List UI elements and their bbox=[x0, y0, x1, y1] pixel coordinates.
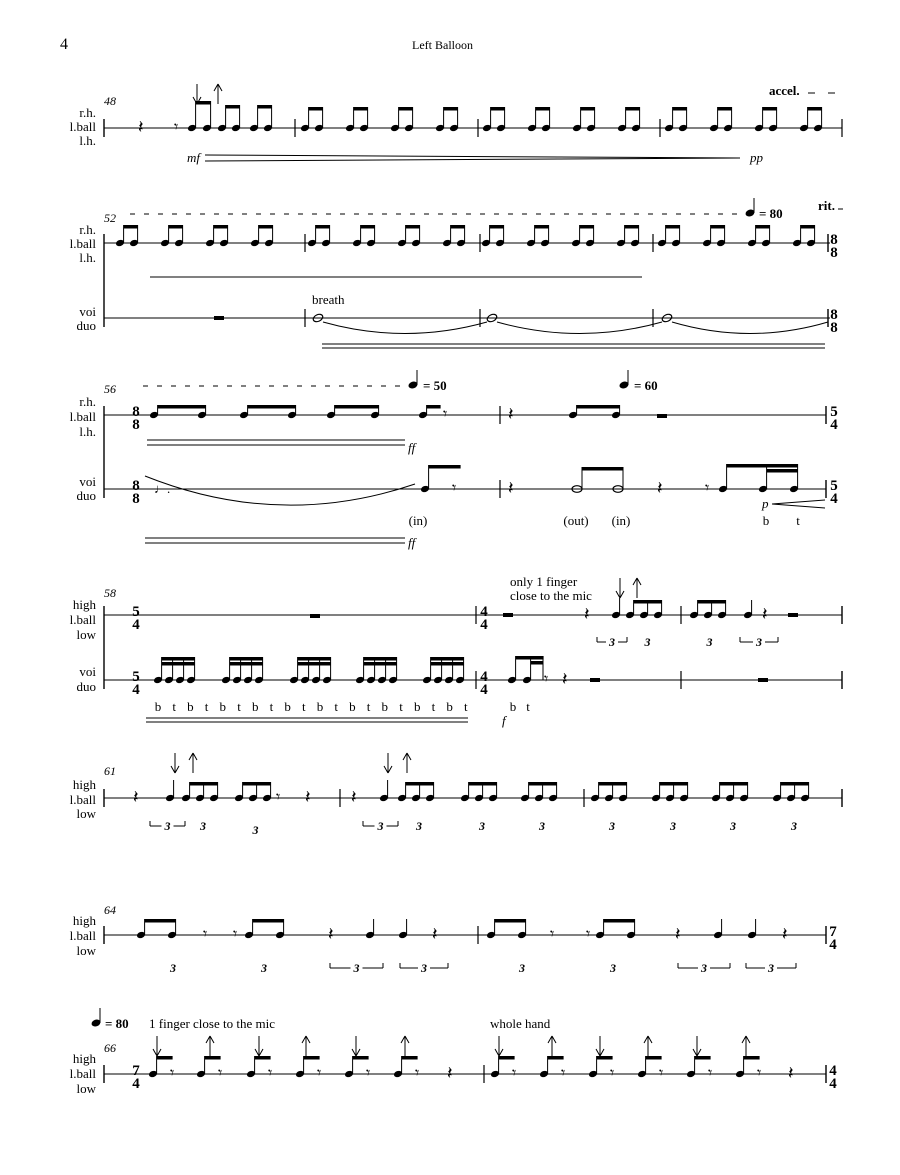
eighth-rest: 𝄾 bbox=[268, 1065, 273, 1082]
beam bbox=[490, 225, 504, 229]
tuplet-number: 3 bbox=[170, 961, 176, 975]
tuplet-number: 3 bbox=[377, 819, 384, 833]
whole-rest bbox=[214, 316, 224, 320]
quarter-rest: 𝄽 bbox=[133, 787, 139, 807]
tuplet-number: 3 bbox=[644, 635, 651, 649]
instrument-label: l.ball bbox=[69, 409, 96, 424]
beam bbox=[535, 225, 549, 229]
time-signature-top: 5 bbox=[830, 404, 838, 420]
eighth-rest: 𝄾 bbox=[757, 1065, 762, 1082]
hairpin bbox=[772, 504, 825, 508]
instrument-label: l.h. bbox=[79, 424, 96, 439]
arrow-head bbox=[255, 1049, 259, 1056]
arrow-head bbox=[499, 1049, 503, 1056]
dotted-half-spacer: ♩. bbox=[154, 481, 171, 496]
beam bbox=[767, 469, 798, 473]
measure-number: 58 bbox=[104, 586, 116, 600]
beam bbox=[781, 782, 809, 786]
tuplet-number: 3 bbox=[261, 961, 267, 975]
beam bbox=[626, 107, 640, 111]
whole-rest bbox=[758, 678, 768, 682]
time-signature-top: 4 bbox=[480, 669, 488, 685]
instrument-label: l.ball bbox=[69, 612, 96, 627]
beam bbox=[580, 225, 594, 229]
whole-rest bbox=[310, 614, 320, 618]
hairpin bbox=[205, 155, 740, 158]
eighth-rest: 𝄾 bbox=[705, 480, 710, 497]
time-signature-bottom: 8 bbox=[132, 491, 140, 507]
eighth-rest: 𝄾 bbox=[561, 1065, 566, 1082]
eighth-rest: 𝄾 bbox=[170, 1065, 175, 1082]
beam bbox=[309, 107, 323, 111]
performance-text: only 1 finger bbox=[510, 574, 578, 589]
beam bbox=[316, 225, 330, 229]
beam bbox=[431, 657, 464, 661]
eighth-rest: 𝄾 bbox=[174, 119, 179, 136]
beam bbox=[402, 1056, 418, 1060]
performance-text: whole hand bbox=[490, 1016, 551, 1031]
beam bbox=[354, 107, 368, 111]
syllable: b bbox=[187, 699, 194, 714]
beam bbox=[491, 107, 505, 111]
breath-text: (in) bbox=[611, 513, 631, 528]
quarter-rest: 𝄽 bbox=[351, 787, 357, 807]
arrow-head bbox=[648, 1036, 652, 1043]
eighth-rest: 𝄾 bbox=[544, 671, 549, 688]
arrow-head bbox=[697, 1049, 701, 1056]
beam bbox=[469, 782, 497, 786]
piece-title: Left Balloon bbox=[412, 38, 473, 52]
arrow-head bbox=[637, 578, 641, 585]
quarter-rest: 𝄽 bbox=[675, 924, 681, 944]
beam bbox=[158, 405, 206, 409]
arrow-head bbox=[405, 1036, 409, 1043]
instrument-label: high bbox=[72, 777, 96, 792]
quarter-rest: 𝄽 bbox=[328, 924, 334, 944]
tuplet-number: 3 bbox=[164, 819, 171, 833]
quarter-rest: 𝄽 bbox=[508, 404, 514, 424]
eighth-rest: 𝄾 bbox=[366, 1065, 371, 1082]
arrow-head bbox=[171, 766, 175, 773]
time-signature-bottom: 4 bbox=[480, 617, 488, 633]
tuplet-number: 3 bbox=[539, 819, 545, 833]
beam bbox=[529, 782, 557, 786]
quarter-rest: 𝄽 bbox=[788, 1063, 794, 1083]
syllable: t bbox=[301, 699, 306, 714]
beam bbox=[756, 225, 770, 229]
voice-label: voi bbox=[79, 304, 96, 319]
arrow-head bbox=[616, 591, 620, 598]
beam bbox=[255, 1056, 271, 1060]
syllable: b bbox=[381, 699, 389, 714]
quarter-rest: 𝄽 bbox=[508, 478, 514, 498]
instrument-label: high bbox=[72, 1051, 96, 1066]
beam bbox=[599, 782, 627, 786]
tuplet-number: 3 bbox=[768, 961, 774, 975]
syllable: t bbox=[204, 699, 209, 714]
dynamic: ff bbox=[408, 535, 416, 550]
beam bbox=[499, 1056, 515, 1060]
beam bbox=[548, 1056, 564, 1060]
instrument-label: l.ball bbox=[69, 928, 96, 943]
arrow-head bbox=[210, 1036, 214, 1043]
tempo-rit: rit. bbox=[818, 198, 835, 213]
instrument-label: low bbox=[76, 943, 96, 958]
tuplet-number: 3 bbox=[519, 961, 525, 975]
eighth-rest: 𝄾 bbox=[203, 926, 208, 943]
tuplet-number: 3 bbox=[609, 635, 615, 649]
arrow-head bbox=[693, 1049, 697, 1056]
beam bbox=[214, 225, 228, 229]
quarter-rest: 𝄽 bbox=[138, 117, 144, 137]
tie bbox=[145, 476, 415, 505]
beam bbox=[634, 600, 662, 604]
time-signature-bottom: 4 bbox=[829, 937, 837, 953]
quarter-rest: 𝄽 bbox=[782, 924, 788, 944]
beam bbox=[581, 107, 595, 111]
beam bbox=[243, 782, 271, 786]
performance-text: breath bbox=[312, 292, 345, 307]
instrument-label: high bbox=[72, 913, 96, 928]
eighth-rest: 𝄾 bbox=[452, 480, 457, 497]
syllable: b bbox=[349, 699, 356, 714]
tempo-mark: = 80 bbox=[759, 206, 783, 221]
tuplet-number: 3 bbox=[421, 961, 427, 975]
arrow-head bbox=[306, 1036, 310, 1043]
syllable: b bbox=[762, 513, 770, 528]
beam bbox=[577, 405, 620, 409]
arrow-head bbox=[600, 1049, 604, 1056]
arrow-head bbox=[552, 1036, 556, 1043]
time-signature-top: 7 bbox=[132, 1063, 140, 1079]
instrument-label: low bbox=[76, 806, 96, 821]
eighth-rest: 𝄾 bbox=[415, 1065, 420, 1082]
tuplet-number: 3 bbox=[200, 819, 206, 833]
beam bbox=[298, 657, 331, 661]
syllable: t bbox=[431, 699, 436, 714]
beam bbox=[248, 405, 296, 409]
tuplet-number: 3 bbox=[791, 819, 797, 833]
beam bbox=[744, 1056, 760, 1060]
beam bbox=[364, 657, 397, 661]
arrow-head bbox=[193, 753, 197, 760]
beam bbox=[711, 225, 725, 229]
tempo-mark: = 80 bbox=[105, 1016, 129, 1031]
eighth-rest: 𝄾 bbox=[317, 1065, 322, 1082]
instrument-label: l.ball bbox=[69, 1066, 96, 1081]
arrow-head bbox=[352, 1049, 356, 1056]
tempo-accel: accel. bbox=[769, 83, 800, 98]
syllable: t bbox=[399, 699, 403, 714]
eighth-rest: 𝄾 bbox=[512, 1065, 517, 1082]
instrument-label: low bbox=[76, 627, 96, 642]
voice-label: voi bbox=[79, 474, 96, 489]
syllable: t bbox=[334, 699, 339, 714]
beam bbox=[727, 464, 798, 468]
beam bbox=[162, 657, 195, 661]
quarter-rest: 𝄽 bbox=[305, 787, 311, 807]
voice-label: duo bbox=[76, 679, 96, 694]
beam bbox=[718, 107, 732, 111]
time-signature-top: 8 bbox=[132, 478, 140, 494]
quarter-rest: 𝄽 bbox=[562, 669, 568, 689]
arrow-head bbox=[401, 1036, 405, 1043]
measure-number: 52 bbox=[104, 211, 116, 225]
tuplet-number: 3 bbox=[416, 819, 422, 833]
beam bbox=[205, 1056, 221, 1060]
performance-text: close to the mic bbox=[510, 588, 592, 603]
beam bbox=[673, 107, 687, 111]
time-signature-top: 7 bbox=[829, 924, 837, 940]
instrument-label: l.h. bbox=[79, 133, 96, 148]
instrument-label: r.h. bbox=[79, 394, 96, 409]
beam bbox=[763, 107, 777, 111]
time-signature-top: 8 bbox=[830, 307, 838, 323]
tuplet-number: 3 bbox=[670, 819, 676, 833]
tuplet-number: 3 bbox=[756, 635, 762, 649]
quarter-rest: 𝄽 bbox=[762, 604, 768, 624]
instrument-label: r.h. bbox=[79, 222, 96, 237]
beam bbox=[399, 107, 413, 111]
time-signature-top: 8 bbox=[830, 232, 838, 248]
beam bbox=[361, 225, 375, 229]
beam bbox=[364, 662, 397, 666]
arrow-head bbox=[214, 84, 218, 91]
time-signature-bottom: 8 bbox=[830, 245, 838, 261]
beam bbox=[226, 105, 240, 109]
tie bbox=[323, 322, 487, 334]
quarter-rest: 𝄽 bbox=[432, 924, 438, 944]
quarter-rest: 𝄽 bbox=[584, 604, 590, 624]
syllable: b bbox=[284, 699, 291, 714]
time-signature-bottom: 4 bbox=[132, 682, 140, 698]
eighth-rest: 𝄾 bbox=[708, 1065, 713, 1082]
syllable: b bbox=[413, 699, 421, 714]
beam bbox=[406, 782, 434, 786]
time-signature-bottom: 4 bbox=[830, 417, 838, 433]
arrow-head bbox=[620, 591, 624, 598]
arrow-head bbox=[356, 1049, 360, 1056]
breath-text: (in) bbox=[408, 513, 428, 528]
eighth-rest: 𝄾 bbox=[218, 1065, 223, 1082]
syllable: t bbox=[796, 513, 800, 528]
time-signature-bottom: 8 bbox=[132, 417, 140, 433]
beam bbox=[190, 782, 218, 786]
tuplet-number: 3 bbox=[252, 823, 259, 837]
beam bbox=[444, 107, 458, 111]
measure-number: 56 bbox=[104, 382, 116, 396]
beam bbox=[353, 1056, 369, 1060]
quarter-rest: 𝄽 bbox=[657, 478, 663, 498]
beam bbox=[597, 1056, 613, 1060]
performance-text: 1 finger close to the mic bbox=[149, 1016, 275, 1031]
arrow-head bbox=[302, 1036, 306, 1043]
beam bbox=[698, 600, 726, 604]
syllable: b bbox=[154, 699, 162, 714]
whole-rest bbox=[657, 414, 667, 418]
time-signature-top: 5 bbox=[132, 604, 140, 620]
beam bbox=[298, 662, 331, 666]
dynamic: mf bbox=[187, 150, 200, 165]
arrow-head bbox=[644, 1036, 648, 1043]
syllable: b bbox=[446, 699, 453, 714]
instrument-label: l.ball bbox=[69, 119, 96, 134]
page-number: 4 bbox=[60, 36, 68, 53]
dynamic: ff bbox=[408, 440, 416, 455]
instrument-label: l.h. bbox=[79, 250, 96, 265]
syllable: b bbox=[316, 699, 324, 714]
breath-text: (out) bbox=[563, 513, 589, 528]
hairpin bbox=[205, 158, 740, 161]
tempo-mark: = 50 bbox=[423, 378, 447, 393]
time-signature-top: 4 bbox=[480, 604, 488, 620]
tuplet-number: 3 bbox=[353, 961, 360, 975]
arrow-head bbox=[384, 766, 388, 773]
syllable: b bbox=[509, 699, 517, 714]
eighth-rest: 𝄾 bbox=[276, 789, 281, 806]
instrument-label: l.ball bbox=[69, 792, 96, 807]
arrow-head bbox=[259, 1049, 263, 1056]
time-signature-bottom: 4 bbox=[829, 1076, 837, 1092]
arrow-head bbox=[742, 1036, 746, 1043]
beam bbox=[335, 405, 379, 409]
tuplet-number: 3 bbox=[730, 819, 736, 833]
beam bbox=[495, 919, 526, 923]
beam bbox=[427, 405, 441, 409]
beam bbox=[801, 225, 815, 229]
beam bbox=[162, 662, 195, 666]
beam bbox=[230, 657, 263, 661]
time-signature-top: 4 bbox=[829, 1063, 837, 1079]
voice-label: voi bbox=[79, 664, 96, 679]
beam bbox=[531, 661, 543, 665]
eighth-rest: 𝄾 bbox=[659, 1065, 664, 1082]
tuplet-number: 3 bbox=[609, 819, 615, 833]
beam bbox=[230, 662, 263, 666]
instrument-label: r.h. bbox=[79, 105, 96, 120]
voice-label: duo bbox=[76, 318, 96, 333]
arrow-head bbox=[403, 753, 407, 760]
beam bbox=[431, 662, 464, 666]
beam bbox=[157, 1056, 173, 1060]
beam bbox=[582, 467, 623, 471]
beam bbox=[720, 782, 748, 786]
arrow-head bbox=[157, 1049, 161, 1056]
eighth-rest: 𝄾 bbox=[233, 926, 238, 943]
tuplet-number: 3 bbox=[701, 961, 707, 975]
measure-number: 64 bbox=[104, 903, 116, 917]
beam bbox=[695, 1056, 711, 1060]
tuplet-number: 3 bbox=[706, 635, 713, 649]
instrument-label: l.ball bbox=[69, 236, 96, 251]
beam bbox=[660, 782, 688, 786]
arrow-head bbox=[495, 1049, 499, 1056]
measure-number: 48 bbox=[104, 94, 116, 108]
beam bbox=[666, 225, 680, 229]
beam bbox=[406, 225, 420, 229]
measure-number: 61 bbox=[104, 764, 116, 778]
time-signature-bottom: 8 bbox=[830, 320, 838, 336]
syllable: t bbox=[172, 699, 177, 714]
beam bbox=[451, 225, 465, 229]
dynamic: p bbox=[762, 496, 769, 511]
arrow-head bbox=[218, 84, 222, 91]
tuplet-number: 3 bbox=[610, 961, 616, 975]
syllable: b bbox=[219, 699, 227, 714]
arrow-head bbox=[633, 578, 637, 585]
syllable: t bbox=[269, 699, 274, 714]
beam bbox=[536, 107, 550, 111]
beam bbox=[429, 465, 461, 469]
arrow-head bbox=[548, 1036, 552, 1043]
arrow-head bbox=[153, 1049, 157, 1056]
instrument-label: low bbox=[76, 1081, 96, 1096]
eighth-rest: 𝄾 bbox=[610, 1065, 615, 1082]
arrow-head bbox=[189, 753, 193, 760]
syllable: b bbox=[251, 699, 259, 714]
dynamic: pp bbox=[750, 150, 763, 165]
arrow-head bbox=[746, 1036, 750, 1043]
time-signature-bottom: 4 bbox=[132, 1076, 140, 1092]
beam bbox=[258, 105, 272, 109]
arrow-head bbox=[193, 97, 197, 104]
beam bbox=[808, 107, 822, 111]
time-signature-top: 8 bbox=[132, 404, 140, 420]
beam bbox=[169, 225, 183, 229]
arrow-head bbox=[407, 753, 411, 760]
syllable: t bbox=[463, 699, 468, 714]
quarter-rest: 𝄽 bbox=[447, 1063, 453, 1083]
tie bbox=[497, 322, 662, 334]
beam bbox=[304, 1056, 320, 1060]
time-signature-bottom: 4 bbox=[132, 617, 140, 633]
syllable: t bbox=[526, 699, 530, 714]
tie bbox=[672, 322, 828, 334]
beam bbox=[259, 225, 273, 229]
beam bbox=[604, 919, 635, 923]
beam bbox=[625, 225, 639, 229]
tuplet-number: 3 bbox=[479, 819, 485, 833]
voice-label: duo bbox=[76, 488, 96, 503]
hairpin bbox=[772, 500, 825, 504]
beam bbox=[646, 1056, 662, 1060]
tempo-mark: = 60 bbox=[634, 378, 658, 393]
beam bbox=[145, 919, 176, 923]
arrow-head bbox=[206, 1036, 210, 1043]
arrow-head bbox=[388, 766, 392, 773]
arrow-head bbox=[175, 766, 179, 773]
time-signature-top: 5 bbox=[132, 669, 140, 685]
eighth-rest: 𝄾 bbox=[586, 926, 591, 943]
time-signature-top: 5 bbox=[830, 478, 838, 494]
dynamic: f bbox=[502, 713, 506, 728]
time-signature-bottom: 4 bbox=[830, 491, 838, 507]
syllable: t bbox=[237, 699, 241, 714]
beam bbox=[124, 225, 138, 229]
eighth-rest: 𝄾 bbox=[550, 926, 555, 943]
instrument-label: high bbox=[72, 597, 96, 612]
time-signature-bottom: 4 bbox=[480, 682, 488, 698]
beam bbox=[516, 656, 544, 660]
syllable: t bbox=[366, 699, 371, 714]
eighth-rest: 𝄾 bbox=[443, 406, 448, 423]
measure-number: 66 bbox=[104, 1041, 116, 1055]
arrow-head bbox=[596, 1049, 600, 1056]
beam bbox=[253, 919, 284, 923]
